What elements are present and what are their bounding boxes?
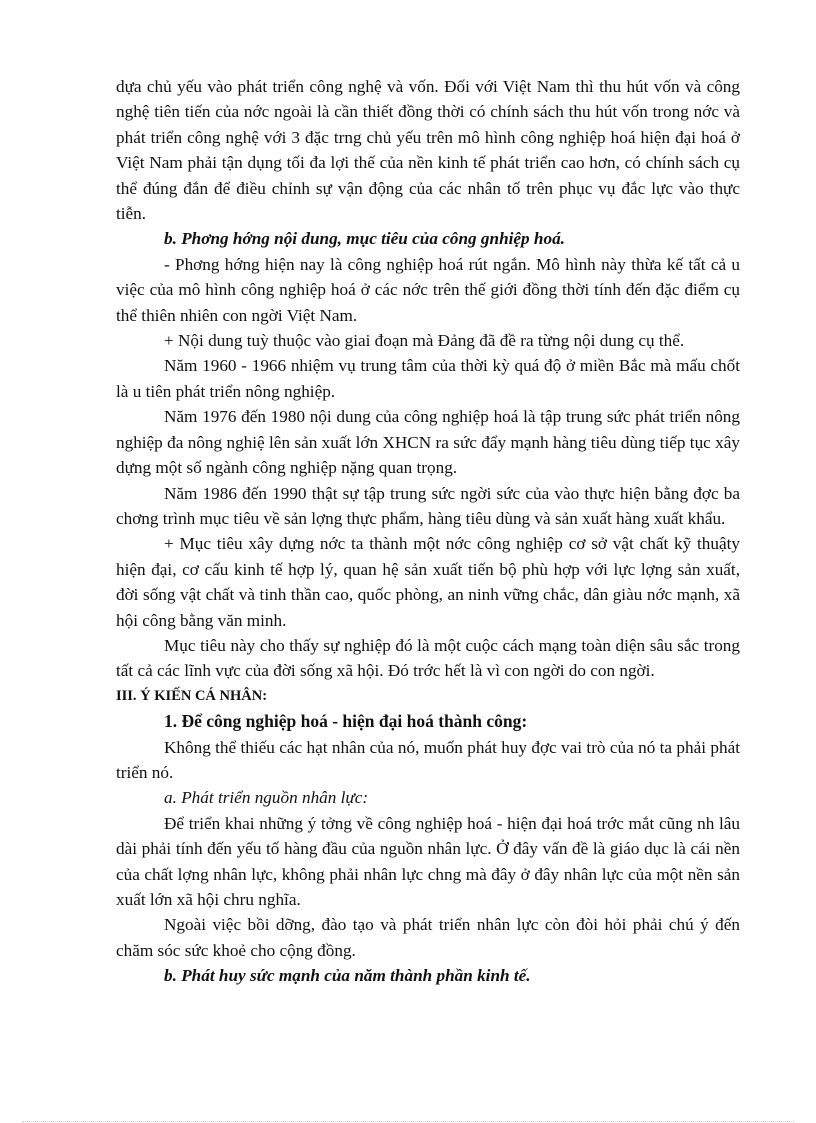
- heading-human-resources: a. Phát triển nguồn nhân lực:: [164, 788, 369, 808]
- paragraph-core-factors: Không thể thiếu các hạt nhân của nó, muốn phát huy đợc vai trò của nó ta phải phát triển nó.: [116, 737, 740, 782]
- paragraph-1976-1980: Năm 1976 đến 1980 nội dung của công nghiệp hoá là tập trung sức phát triển nông nghiệp đa nông nghiệ lên sản xuất lớn XHCN ra sức đẩy mạnh hàng tiêu dùng tiếp tục xây dựng một số ngành công nghiệp nặng quan trọng.: [116, 407, 740, 478]
- paragraph-direction: - Phơng hớng hiện nay là công nghiệp hoá rút ngắn. Mô hình này thừa kế tất cả u việc của mô hình công nghiệp hoá ở các nớc trên thế giới đồng thời tính đến đặc điểm cụ thể thiên nhiên con ngời Việt Nam.: [116, 254, 740, 325]
- paragraph-training-health: Ngoài việc bồi dỡng, đào tạo và phát triển nhân lực còn đòi hỏi phải chú ý đến chăm sóc sức khoẻ cho cộng đồng.: [116, 915, 740, 960]
- paragraph-goals: + Mục tiêu xây dựng nớc ta thành một nớc công nghiệp cơ sở vật chất kỹ thuậty hiện đại, cơ cấu kinh tế hợp lý, quan hệ sản xuất tiến bộ phù hợp với lực lợng sản xuất, đời sống vật chất và tinh thần cao, quốc phòng, an ninh vững chắc, dân giàu nớc mạnh, xã hội công bằng văn minh.: [116, 534, 740, 630]
- paragraph-content-stages: + Nội dung tuỳ thuộc vào giai đoạn mà Đảng đã đề ra từng nội dung cụ thể.: [164, 331, 685, 351]
- paragraph-1960-1966: Năm 1960 - 1966 nhiệm vụ trung tâm của thời kỳ quá độ ở miền Bắc mà mấu chốt là u tiên phát triển nông nghiệp.: [116, 356, 740, 401]
- paragraph-1986-1990: Năm 1986 đến 1990 thật sự tập trung sức ngời sức của vào thực hiện bằng đợc ba chơng trình mục tiêu về sản lợng thực phẩm, hàng tiêu dùng và sản xuất hàng xuất khẩu.: [116, 483, 740, 528]
- page-bottom-rule: [22, 1121, 794, 1122]
- heading-five-economic-sectors: b. Phát huy sức mạnh của năm thành phần kinh tế.: [164, 966, 531, 986]
- paragraph-goals-meaning: Mục tiêu này cho thấy sự nghiệp đó là một cuộc cách mạng toàn diện sâu sắc trong tất cả các lĩnh vực của đời sống xã hội. Đó trớc hết là vì con ngời do con ngời.: [116, 635, 740, 681]
- paragraph-human-resources: Để triển khai những ý tởng về công nghiệp hoá - hiện đại hoá trớc mắt cũng nh lâu dài phải tính đến yếu tố hàng đầu của nguồn nhân lực. Ở đây vấn đề là giáo dục là cái nền của chất lợng nhân lực, không phải nhân lực chng mà đây ở đây nhân lực của một nền sản xuất lớn xã hội chru nghĩa.: [116, 813, 740, 909]
- heading-direction-content-goals: b. Phơng hớng nội dung, mục tiêu của công gnhiệp hoá.: [164, 229, 565, 249]
- paragraph-capital-technology: dựa chủ yếu vào phát triển công nghệ và vốn. Đối với Việt Nam thì thu hút vốn và công nghệ tiên tiến của nớc ngoài là cần thiết đồng thời có chính sách thu hút vốn trong nớc và phát triển công nghệ với 3 đặc trng chủ yếu trên mô hình công nghiệp hoá hiện đại hoá ở Việt Nam phải tận dụng tối đa lợi thế của nền kinh tế phát triển cao hơn, có chính sách cụ thể đúng đắn để điều chỉnh sự vận động của các nhân tố trên phục vụ đắc lực vào thực tiễn.: [116, 77, 740, 224]
- subsection-heading-success: 1. Để công nghiệp hoá - hiện đại hoá thành công:: [164, 711, 528, 732]
- document-page: [116, 74, 740, 989]
- section-heading-personal-opinion: III. Ý KIẾN CÁ NHÂN:: [116, 687, 268, 704]
